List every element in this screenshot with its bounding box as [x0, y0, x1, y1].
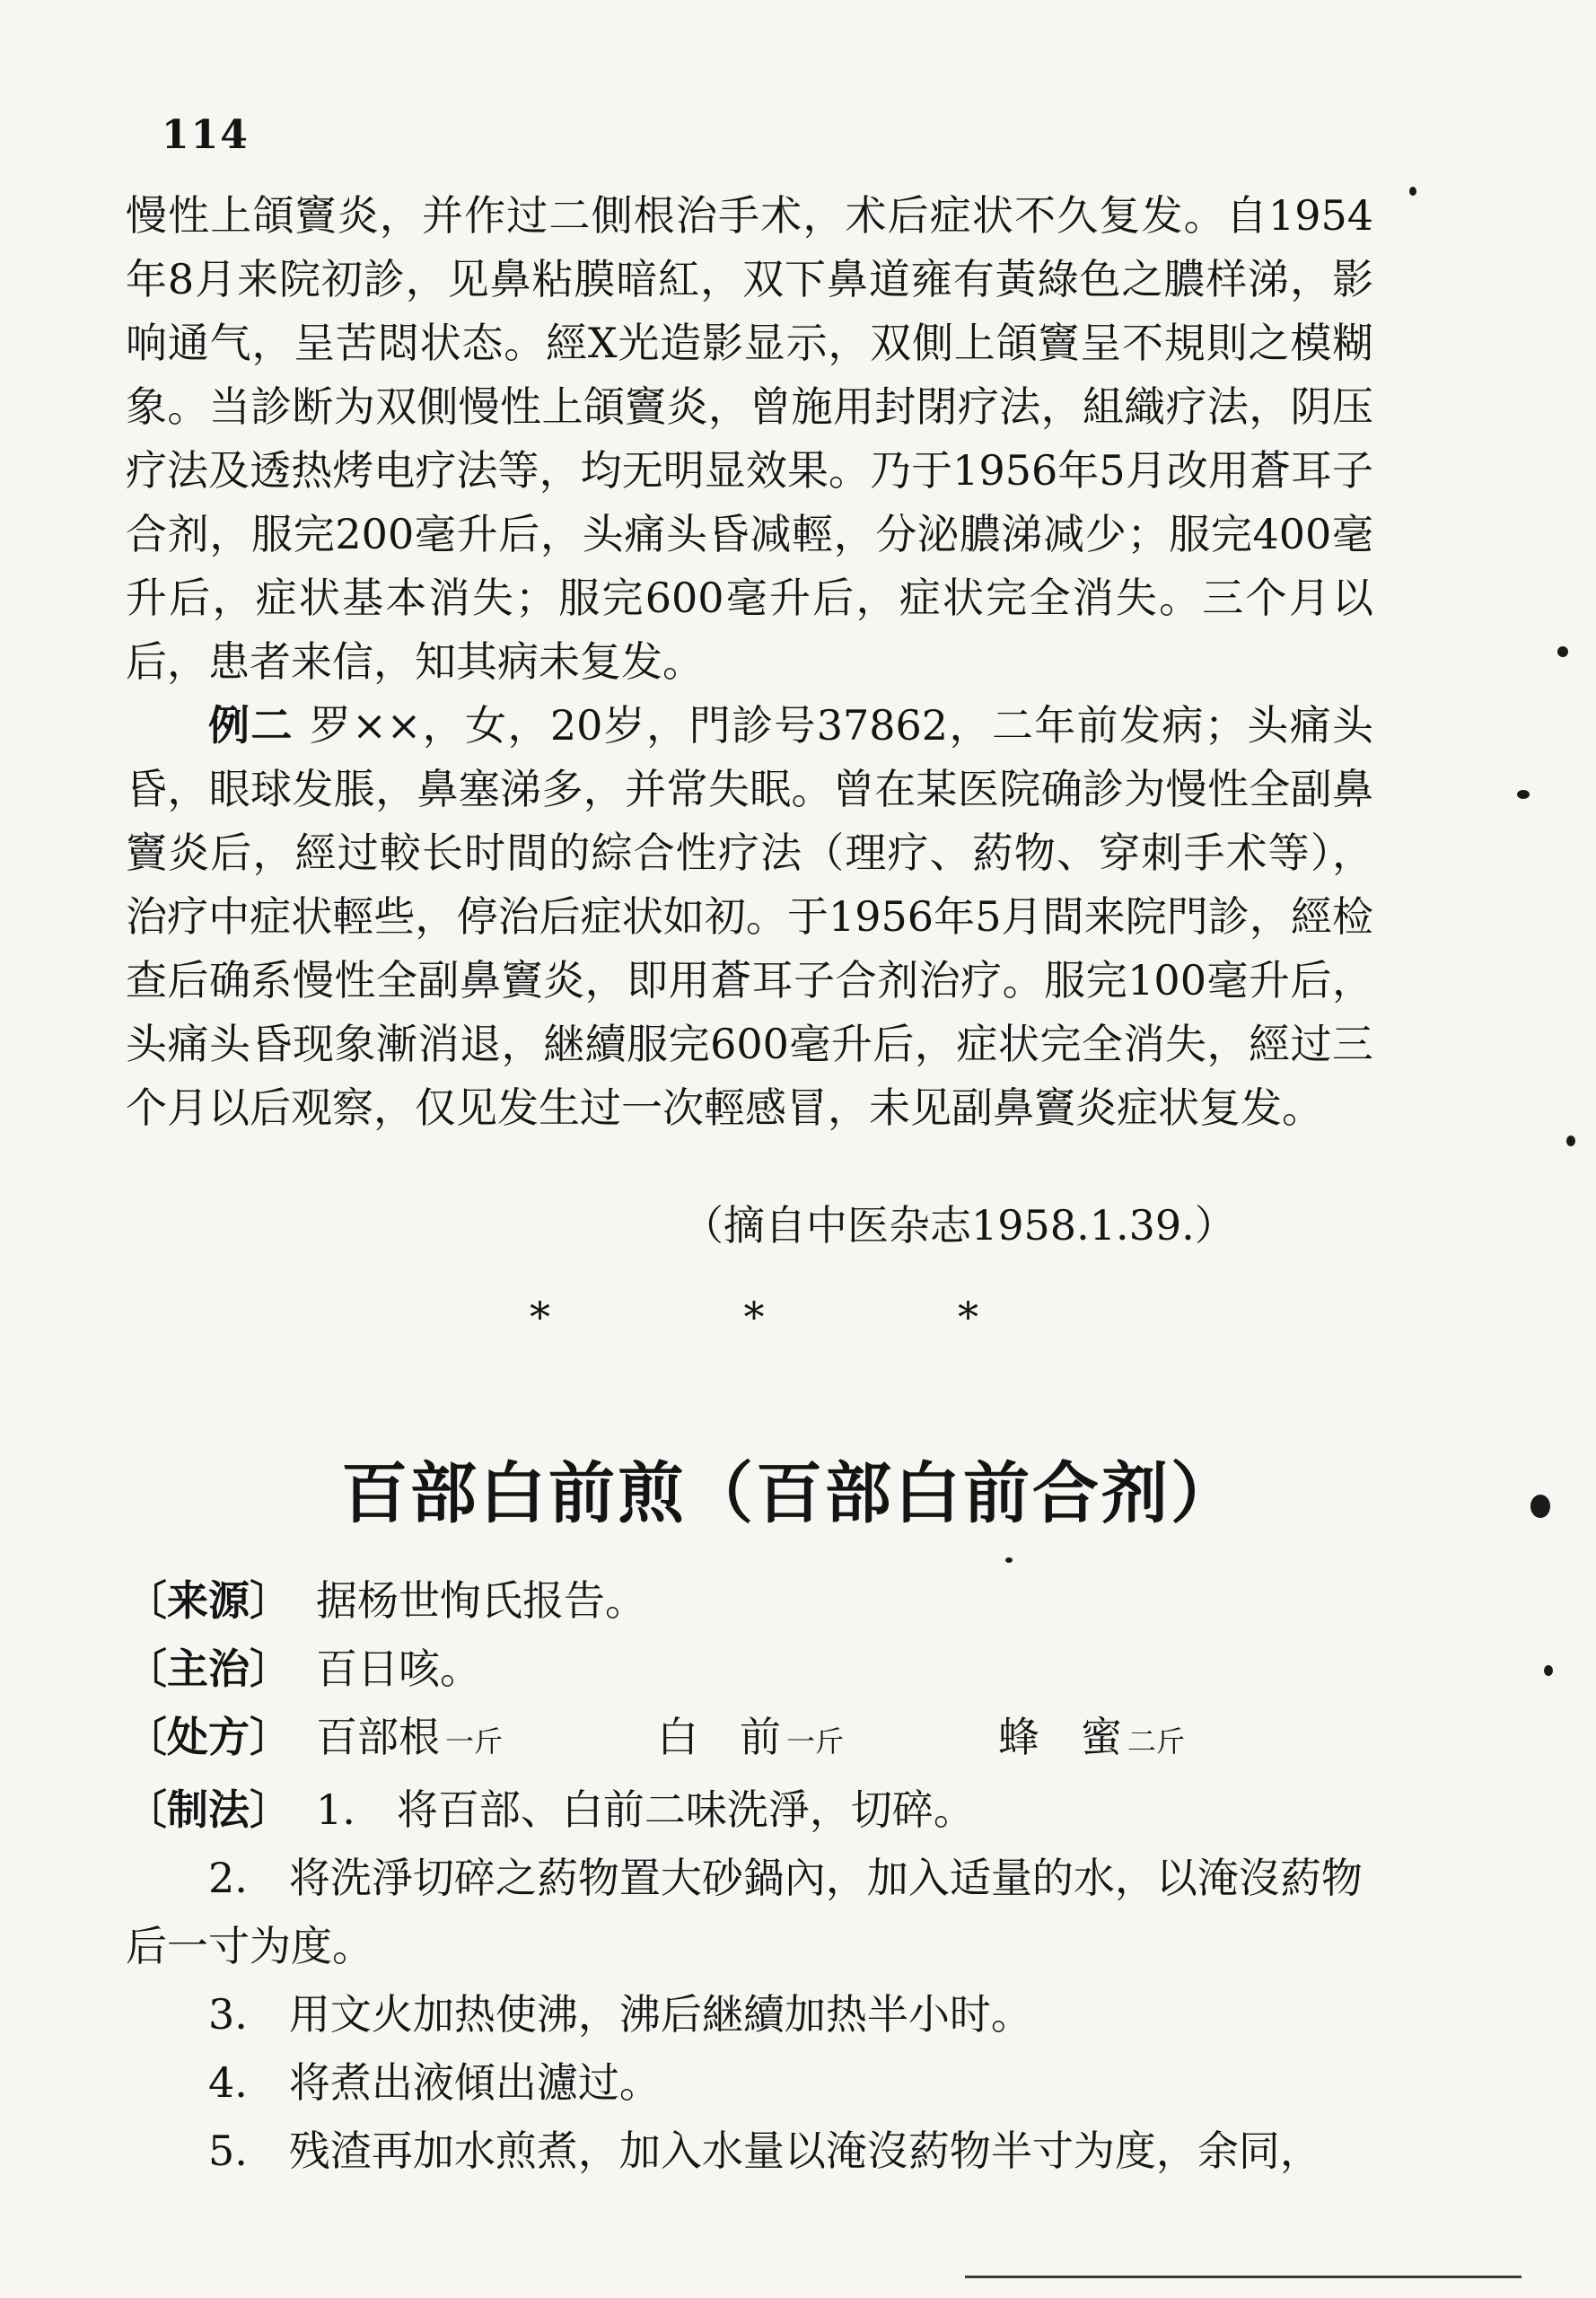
scan-speck [1544, 1665, 1553, 1676]
prescription-row [126, 1703, 1373, 1776]
indication-row [126, 1635, 1373, 1703]
method-step: 4. 将煮出液傾出濾过。 [208, 2058, 661, 2107]
herb-quantity: 一斤 [445, 1724, 504, 1759]
source-label: 〔来源〕 [126, 1576, 291, 1625]
separator-asterisk: * [530, 1293, 550, 1341]
indication-text: 百日咳。 [316, 1645, 481, 1693]
case2-paragraph [126, 694, 1373, 1140]
scan-speck [1517, 790, 1530, 799]
case2-text: 罗××，女，20岁，門診号37862，二年前发病；头痛头昏，眼球发脹，鼻塞涕多，并常失眠。曾在某医院确診为慢性全副鼻竇炎后，經过較长时間的綜合性疗法（理疗、葯物、穿刺手术等），治疗中症状輕些，停治后症状如初。于1956年5月間来院門診，經检查后确系慢性全副鼻竇炎，即用蒼耳子合剂治疗。服完100毫升后，头痛头昏现象漸消退，継續服完600毫升后，症状完全消失，經过三个月以后观察，仅见发生过一次輕感冒，未见副鼻竇炎症状复发。 [126, 701, 1374, 1132]
separator-asterisk: * [958, 1293, 978, 1341]
prescription-label: 〔处方〕 [126, 1713, 291, 1761]
herb-item [316, 1703, 657, 1776]
herb-quantity: 一斤 [786, 1724, 845, 1759]
recipe-section [126, 1566, 1373, 2185]
case2-label: 例二 [208, 701, 294, 750]
herb-quantity: 二斤 [1127, 1724, 1186, 1759]
bottom-rule [965, 2276, 1521, 2278]
method-step: 2. 将洗淨切碎之葯物置大砂鍋內，加入适量的水，以淹沒葯物后一寸为度。 [126, 1854, 1363, 1970]
page-number: 114 [162, 112, 250, 158]
indication-label: 〔主治〕 [126, 1645, 291, 1693]
source-row [126, 1566, 1373, 1635]
herb-name: 百部根 [316, 1713, 440, 1761]
herb-item [657, 1703, 998, 1776]
case-report-text [126, 184, 1373, 1140]
case1-paragraph: 慢性上頜竇炎，并作过二側根治手术，术后症状不久复发。自1954年8月来院初診，见鼻粘膜暗紅，双下鼻道雍有黃綠色之膿样涕，影响通气，呈苦悶状态。經X光造影显示，双側上頜竇呈不規則之模糊象。当診断为双側慢性上頜竇炎，曾施用封閉疗法，組織疗法，阴压疗法及透热烤电疗法等，均无明显效果。乃于1956年5月改用蒼耳子合剂，服完200毫升后，头痛头昏减輕，分泌膿涕减少；服完400毫升后，症状基本消失；服完600毫升后，症状完全消失。三个月以后，患者来信，知其病未复发。 [126, 191, 1373, 686]
scan-speck [1005, 1557, 1013, 1563]
method-step: 3. 用文火加热使沸，沸后継續加热半小时。 [208, 1990, 1032, 2039]
herb-name: 白 前 [657, 1713, 781, 1761]
method-label: 〔制法〕 [126, 1785, 291, 1834]
method-row [126, 1776, 1373, 1844]
scan-speck [1566, 1136, 1575, 1146]
separator-asterisk: * [743, 1293, 765, 1341]
scan-speck [1557, 646, 1568, 657]
scan-speck [1409, 187, 1416, 196]
herb-name: 蜂 蜜 [998, 1713, 1122, 1761]
scan-speck [1530, 1495, 1550, 1518]
section-separator [530, 1293, 978, 1341]
method-step: 5. 残渣再加水煎煮，加入水量以淹沒葯物半寸为度，余同， [208, 2127, 1321, 2175]
citation: （摘自中医杂志1958.1.39.） [682, 1201, 1236, 1250]
source-text: 据杨世恂氏报告。 [316, 1576, 646, 1625]
method-step: 1. 将百部、白前二味洗淨，切碎。 [316, 1785, 975, 1834]
herb-item [998, 1703, 1185, 1776]
section-title: 百部白前煎（百部白前合剂） [341, 1455, 1240, 1532]
